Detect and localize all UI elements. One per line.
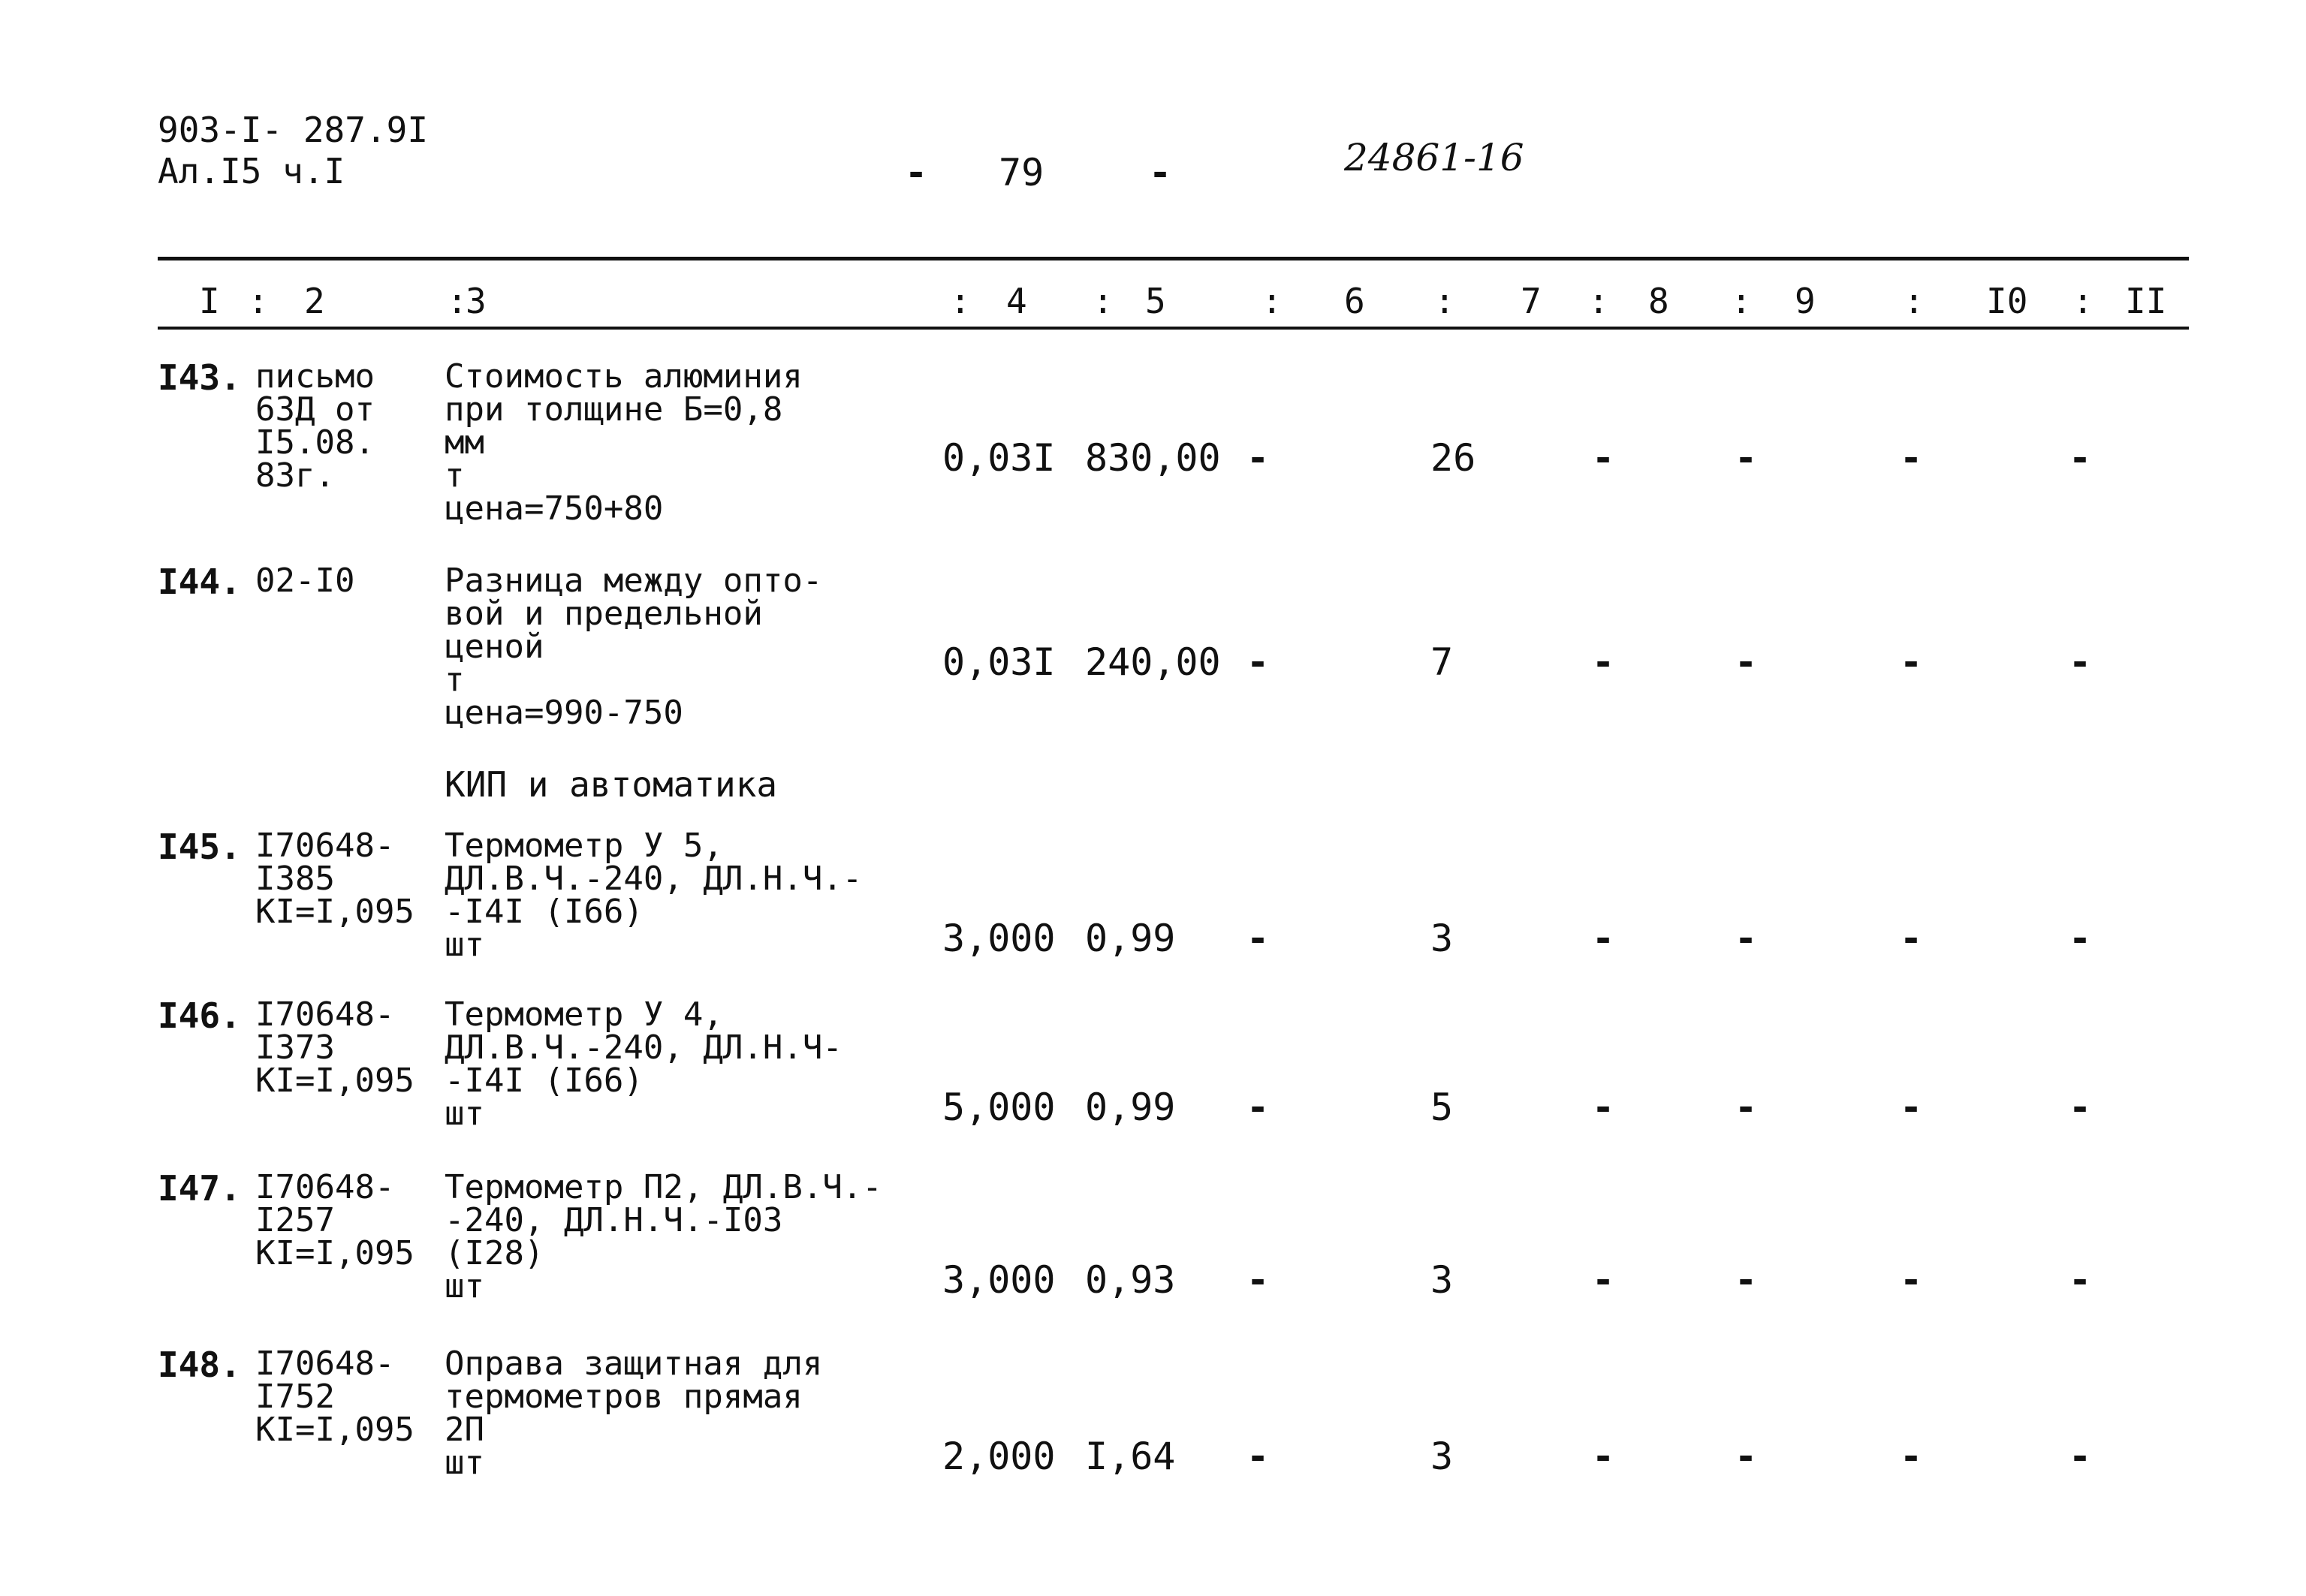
row-source-line: I70648- (255, 827, 395, 865)
row-value-c11: - (2069, 640, 2092, 684)
row-value-c6: - (1246, 436, 1270, 480)
row-source-line: письмо (255, 357, 375, 396)
row-value-c9: - (1735, 1086, 1758, 1129)
row-value-c6: - (1246, 917, 1270, 960)
row-number: I47. (158, 1168, 241, 1209)
row-value-price: 0,93 (1085, 1258, 1176, 1302)
row-value-c11: - (2069, 436, 2092, 480)
row-source-line: I752 (255, 1378, 335, 1416)
row-value-c10: - (1900, 1435, 1923, 1478)
column-separator: : (1093, 281, 1114, 321)
column-header-9: 9 (1795, 281, 1816, 321)
row-description-line: (I28) (445, 1234, 544, 1272)
row-value-c11: - (2069, 1086, 2092, 1129)
row-source-line: I5.08. (255, 423, 375, 462)
row-description-line: 2П (445, 1411, 484, 1449)
row-description-line: т (445, 661, 465, 699)
row-description-line: т (445, 456, 465, 495)
page-dash-left: - (905, 151, 928, 194)
row-value-c7: 7 (1430, 640, 1454, 684)
row-value-c11: - (2069, 917, 2092, 960)
row-description-line: Термометр У 4, (445, 995, 723, 1034)
row-value-c9: - (1735, 917, 1758, 960)
row-source-line: 02-I0 (255, 562, 355, 600)
row-source-line: КI=I,095 (255, 1234, 414, 1272)
row-source-line: КI=I,095 (255, 893, 414, 931)
row-value-c7: 3 (1430, 917, 1454, 960)
column-separator: : (2072, 281, 2093, 321)
row-value-c11: - (2069, 1435, 2092, 1478)
column-header-4: 4 (1006, 281, 1027, 321)
row-value-qty: 3,000 (942, 1258, 1056, 1302)
row-description-line: Стоимость алюминия (445, 357, 803, 396)
column-separator: : (1262, 281, 1283, 321)
row-description-line: -I4I (I66) (445, 893, 644, 931)
column-header-8: 8 (1648, 281, 1669, 321)
row-value-c9: - (1735, 640, 1758, 684)
row-description-line: при толщине Б=0,8 (445, 390, 783, 429)
row-value-c8: - (1592, 1258, 1615, 1302)
row-source-line: I70648- (255, 1345, 395, 1383)
row-source-line: I257 (255, 1201, 335, 1239)
row-source-line: I70648- (255, 995, 395, 1034)
section-title: КИП и автоматика (445, 764, 778, 805)
row-description-line: Оправа защитная для (445, 1345, 823, 1383)
row-value-c8: - (1592, 917, 1615, 960)
row-value-c6: - (1246, 1086, 1270, 1129)
row-description-line: ценой (445, 628, 544, 666)
row-description-line: шт (445, 1267, 484, 1305)
row-value-qty: 5,000 (942, 1086, 1056, 1129)
row-value-c6: - (1246, 1258, 1270, 1302)
row-value-c10: - (1900, 1258, 1923, 1302)
album-part: Ал.I5 ч.I (158, 151, 345, 191)
row-number: I44. (158, 562, 241, 602)
row-value-c9: - (1735, 1258, 1758, 1302)
row-value-price: 0,99 (1085, 917, 1176, 960)
row-value-price: 830,00 (1085, 436, 1221, 480)
handwritten-reference: 24861-16 (1344, 136, 1524, 179)
page-number: 79 (999, 151, 1044, 194)
row-description-line: цена=750+80 (445, 489, 664, 528)
row-value-c10: - (1900, 1086, 1923, 1129)
row-value-c8: - (1592, 1086, 1615, 1129)
row-source-line: КI=I,095 (255, 1411, 414, 1449)
column-separator: : (950, 281, 971, 321)
row-value-c6: - (1246, 640, 1270, 684)
row-value-qty: 2,000 (942, 1435, 1056, 1478)
column-header-1: I (199, 281, 220, 321)
row-value-c7: 3 (1430, 1435, 1454, 1478)
column-header-11: II (2125, 281, 2167, 321)
page-dash-right: - (1149, 151, 1172, 194)
row-source-line: I70648- (255, 1168, 395, 1206)
column-header-7: 7 (1521, 281, 1542, 321)
row-source-line: КI=I,095 (255, 1061, 414, 1100)
column-separator: : (1588, 281, 1609, 321)
row-value-c10: - (1900, 917, 1923, 960)
column-header-5: 5 (1145, 281, 1166, 321)
row-description-line: ДЛ.В.Ч.-240, ДЛ.Н.Ч.- (445, 860, 863, 898)
row-value-c8: - (1592, 640, 1615, 684)
column-separator: : (1731, 281, 1752, 321)
row-value-c6: - (1246, 1435, 1270, 1478)
row-value-c8: - (1592, 1435, 1615, 1478)
row-value-qty: 3,000 (942, 917, 1056, 960)
row-description-line: ДЛ.В.Ч.-240, ДЛ.Н.Ч- (445, 1028, 843, 1067)
column-header-3: 3 (466, 281, 487, 321)
column-header-10: I0 (1986, 281, 2028, 321)
row-source-line: 63Д от (255, 390, 375, 429)
row-description-line: Термометр У 5, (445, 827, 723, 865)
row-description-line: мм (445, 423, 484, 462)
top-rule (158, 257, 2189, 260)
row-value-qty: 0,03I (942, 436, 1056, 480)
row-description-line: вой и предельной (445, 595, 763, 633)
column-header-2: 2 (304, 281, 325, 321)
document-code: 903-I- 287.9I (158, 110, 429, 150)
row-source-line: I385 (255, 860, 335, 898)
row-number: I45. (158, 827, 241, 867)
row-value-c7: 3 (1430, 1258, 1454, 1302)
row-value-c11: - (2069, 1258, 2092, 1302)
row-description-line: Термометр П2, ДЛ.В.Ч.- (445, 1168, 882, 1206)
header-rule (158, 327, 2189, 330)
row-description-line: -240, ДЛ.Н.Ч.-I03 (445, 1201, 783, 1239)
row-source-line: 83г. (255, 456, 335, 495)
row-description-line: термометров прямая (445, 1378, 803, 1416)
row-description-line: Разница между опто- (445, 562, 823, 600)
column-separator: : (1434, 281, 1455, 321)
row-description-line: шт (445, 926, 484, 964)
row-description-line: шт (445, 1095, 484, 1133)
column-separator: : (248, 281, 269, 321)
row-value-price: I,64 (1085, 1435, 1176, 1478)
column-separator: : (1904, 281, 1925, 321)
row-value-price: 0,99 (1085, 1086, 1176, 1129)
row-description-line: шт (445, 1444, 484, 1482)
row-number: I48. (158, 1345, 241, 1385)
row-value-price: 240,00 (1085, 640, 1221, 684)
row-description-line: цена=990-750 (445, 694, 683, 732)
row-number: I46. (158, 995, 241, 1036)
row-value-c8: - (1592, 436, 1615, 480)
row-source-line: I373 (255, 1028, 335, 1067)
row-value-c7: 26 (1430, 436, 1476, 480)
row-value-c9: - (1735, 1435, 1758, 1478)
row-value-qty: 0,03I (942, 640, 1056, 684)
row-value-c7: 5 (1430, 1086, 1454, 1129)
row-description-line: -I4I (I66) (445, 1061, 644, 1100)
row-value-c10: - (1900, 436, 1923, 480)
column-separator: : (447, 281, 468, 321)
row-value-c9: - (1735, 436, 1758, 480)
column-header-6: 6 (1344, 281, 1365, 321)
row-value-c10: - (1900, 640, 1923, 684)
row-number: I43. (158, 357, 241, 398)
